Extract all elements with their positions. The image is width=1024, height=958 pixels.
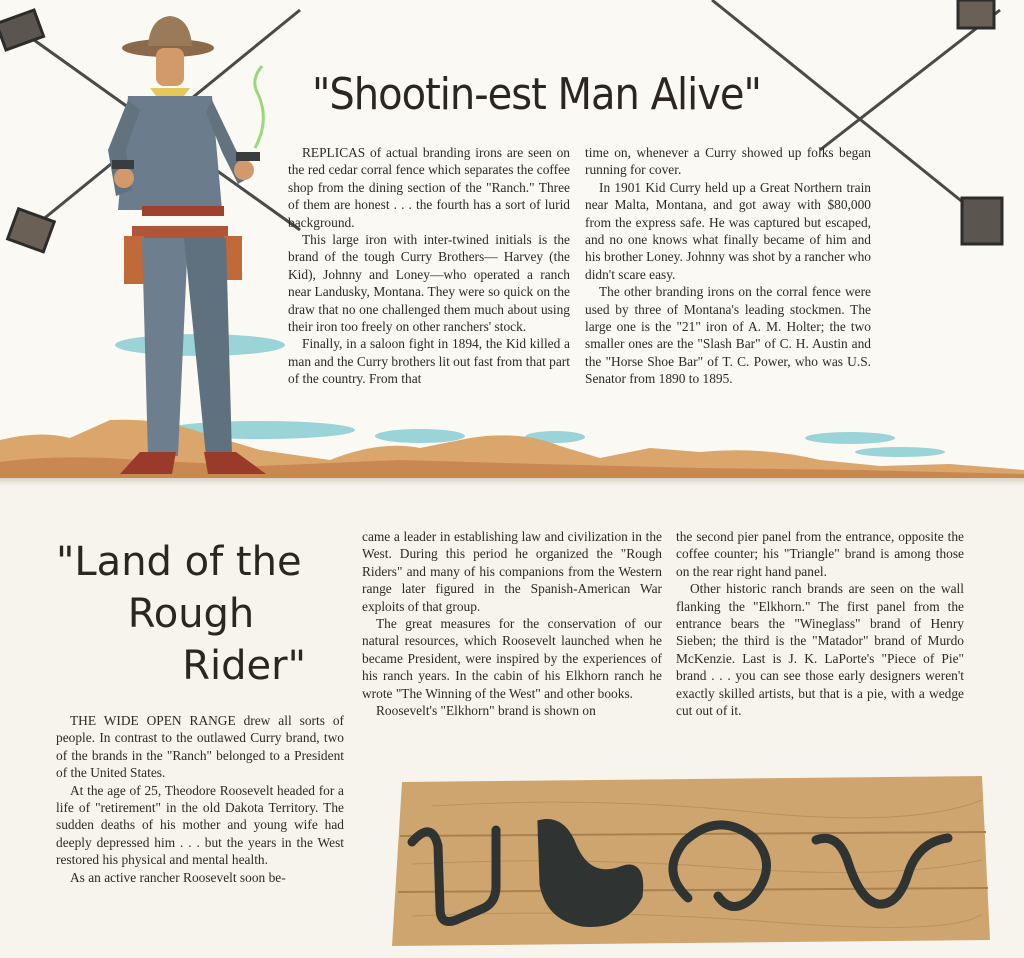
article-column-3: [56, 712, 344, 886]
article-column-4: [362, 528, 662, 719]
title-line: "Land of the: [56, 539, 302, 585]
paragraph: REPLICAS of actual branding irons are seen on the red cedar corral fence which separates the coffee shop from the dining section of the "Ranch." Three of them are honest . . . the fourth has a sort of lurid background.: [288, 145, 570, 230]
paragraph: The other branding irons on the corral fence were used by three of Montana's leading stockmen. The large one is the "21" iron of A. M. Holter; the two smaller ones are the "Slash Bar" of C. H. Austin and the "Horse Shoe Bar" of T. C. Power, who was U.S. Senator from 1890 to 1895.: [585, 284, 871, 387]
title-line: Rough: [127, 591, 255, 637]
top-panel: [0, 0, 1024, 478]
paragraph: The great measures for the conservation of our natural resources, which Roosevelt launched when he became President, were inspired by the experiences of his ranch years. In the cabin of his Elkhorn ranch he wrote "The Winning of the West" and other books.: [362, 616, 662, 701]
paragraph: In 1901 Kid Curry held up a Great Northern train near Malta, Montana, and got away with $80,000 from the express safe. He was captured but escaped, and no one knows what finally became of him and his brother Loney. Johnny was shot by a rancher who didn't scare easy.: [585, 179, 871, 282]
section-title-land-of-the-rough-rider: [56, 536, 326, 692]
lead-in: THE WIDE OPEN RANGE: [70, 713, 236, 728]
branding-iron-brands-board: [392, 776, 992, 946]
paragraph: At the age of 25, Theodore Roosevelt headed for a life of "retirement" in the old Dakota Territory. The sudden deaths of his mother and young wife had deeply depressed him . . . but the years in the West restored his physical and mental health.: [56, 782, 344, 868]
cloud-icon: [855, 447, 945, 457]
paragraph: Finally, in a saloon fight in 1894, the Kid killed a man and the Curry brothers lit out fast from that part of the country. From that: [288, 336, 570, 387]
paragraph: This large iron with inter-twined initials is the brand of the tough Curry Brothers— Harvey (the Kid), Johnny and Loney—who operated a ranch near Landusky, Montana. They were so quick on the draw that no one challenged them much about using their iron too freely on other ranchers' stock.: [288, 232, 570, 335]
paragraph: came a leader in establishing law and civilization in the West. During this period he organized the "Rough Riders" and many of his companions from the Western range later figured in the Spanish-American War exploits of that group.: [362, 529, 662, 614]
paragraph: As an active rancher Roosevelt soon be-: [70, 869, 286, 885]
article-column-5: [676, 528, 964, 719]
article-column-2: [585, 144, 871, 388]
paragraph: time on, whenever a Curry showed up folks began running for cover.: [585, 145, 871, 178]
article-column-1: [288, 144, 570, 388]
cloud-icon: [375, 429, 465, 443]
paragraph: the second pier panel from the entrance, opposite the coffee counter; his "Triangle" brand is among those on the rear right hand panel.: [676, 529, 964, 579]
page-fold: [0, 478, 1024, 486]
paragraph: Roosevelt's "Elkhorn" brand is shown on: [376, 703, 596, 719]
cloud-icon: [805, 432, 895, 444]
title-line: Rider": [182, 643, 306, 689]
section-title-shootin-est: "Shootin-est Man Alive": [312, 70, 761, 120]
cowboy-illustration: [108, 16, 266, 474]
paragraph: THE WIDE OPEN RANGE drew all sorts of people. In contrast to the outlawed Curry brand, two of the brands in the "Ranch" belonged to a President of the United States.: [56, 713, 344, 781]
paragraph: Other historic ranch brands are seen on the wall flanking the "Elkhorn." The first panel from the entrance bears the "Wineglass" brand of Henry Sieben; the third is the "Matador" brand of Murdo McKenzie. Last is J. K. LaPorte's "Piece of Pie" brand . . . you can see those early designers weren't exactly skilled artists, but that is a pie, with a wedge cut out of it.: [676, 581, 964, 719]
